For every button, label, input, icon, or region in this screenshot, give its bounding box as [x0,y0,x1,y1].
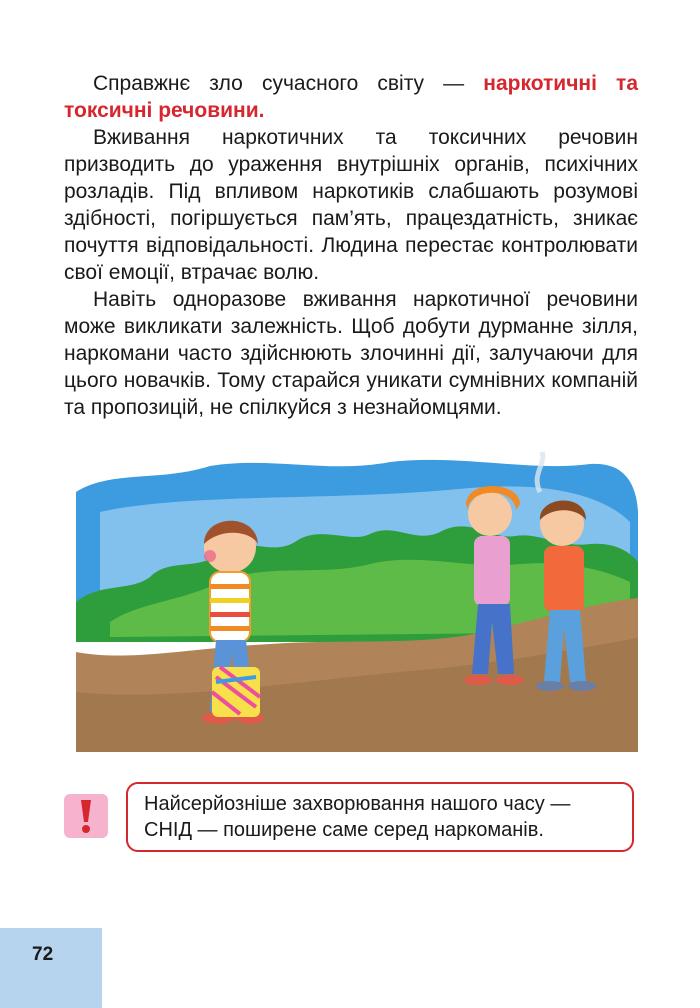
important-note [64,782,638,856]
highlight-text: наркотичні та токсичні речовини. [64,72,638,122]
note-box [126,782,634,852]
dependency-paragraph: Навіть одноразове вживання наркотичної речовини може викликати залежність. Щоб добути дурманне зілля, наркомани часто здійснюють злочинні дії, залучаючи для цього новачків. Тому старайся уникати сумнівних компаній та пропозицій, не спілкуйся з незнайомцями. [64,288,638,419]
note-line-2: СНІД — поширене саме серед наркоманів. [144,819,544,841]
note-line-1: Найсерйозніше захворювання нашого часу — [144,793,571,815]
illustration [70,452,642,752]
effects-paragraph: Вживання наркотичних та токсичних речовин призводить до ураження внутрішніх органів, психічних розладів. Під впливом наркотиків слабшають розумові здібності, погіршується пам’ять, працездатність, зникає почуття відповідальності. Людина перестає контролювати свої емоції, втрачає волю. [64,126,638,284]
page-number-tab [0,928,102,1008]
exclamation-icon [64,794,108,838]
main-text [64,70,638,421]
intro-paragraph [64,70,638,124]
scene-drawing [70,452,642,752]
page-number: 72 [32,944,54,965]
intro-text: Справжнє зло сучасного світу — [93,72,484,95]
